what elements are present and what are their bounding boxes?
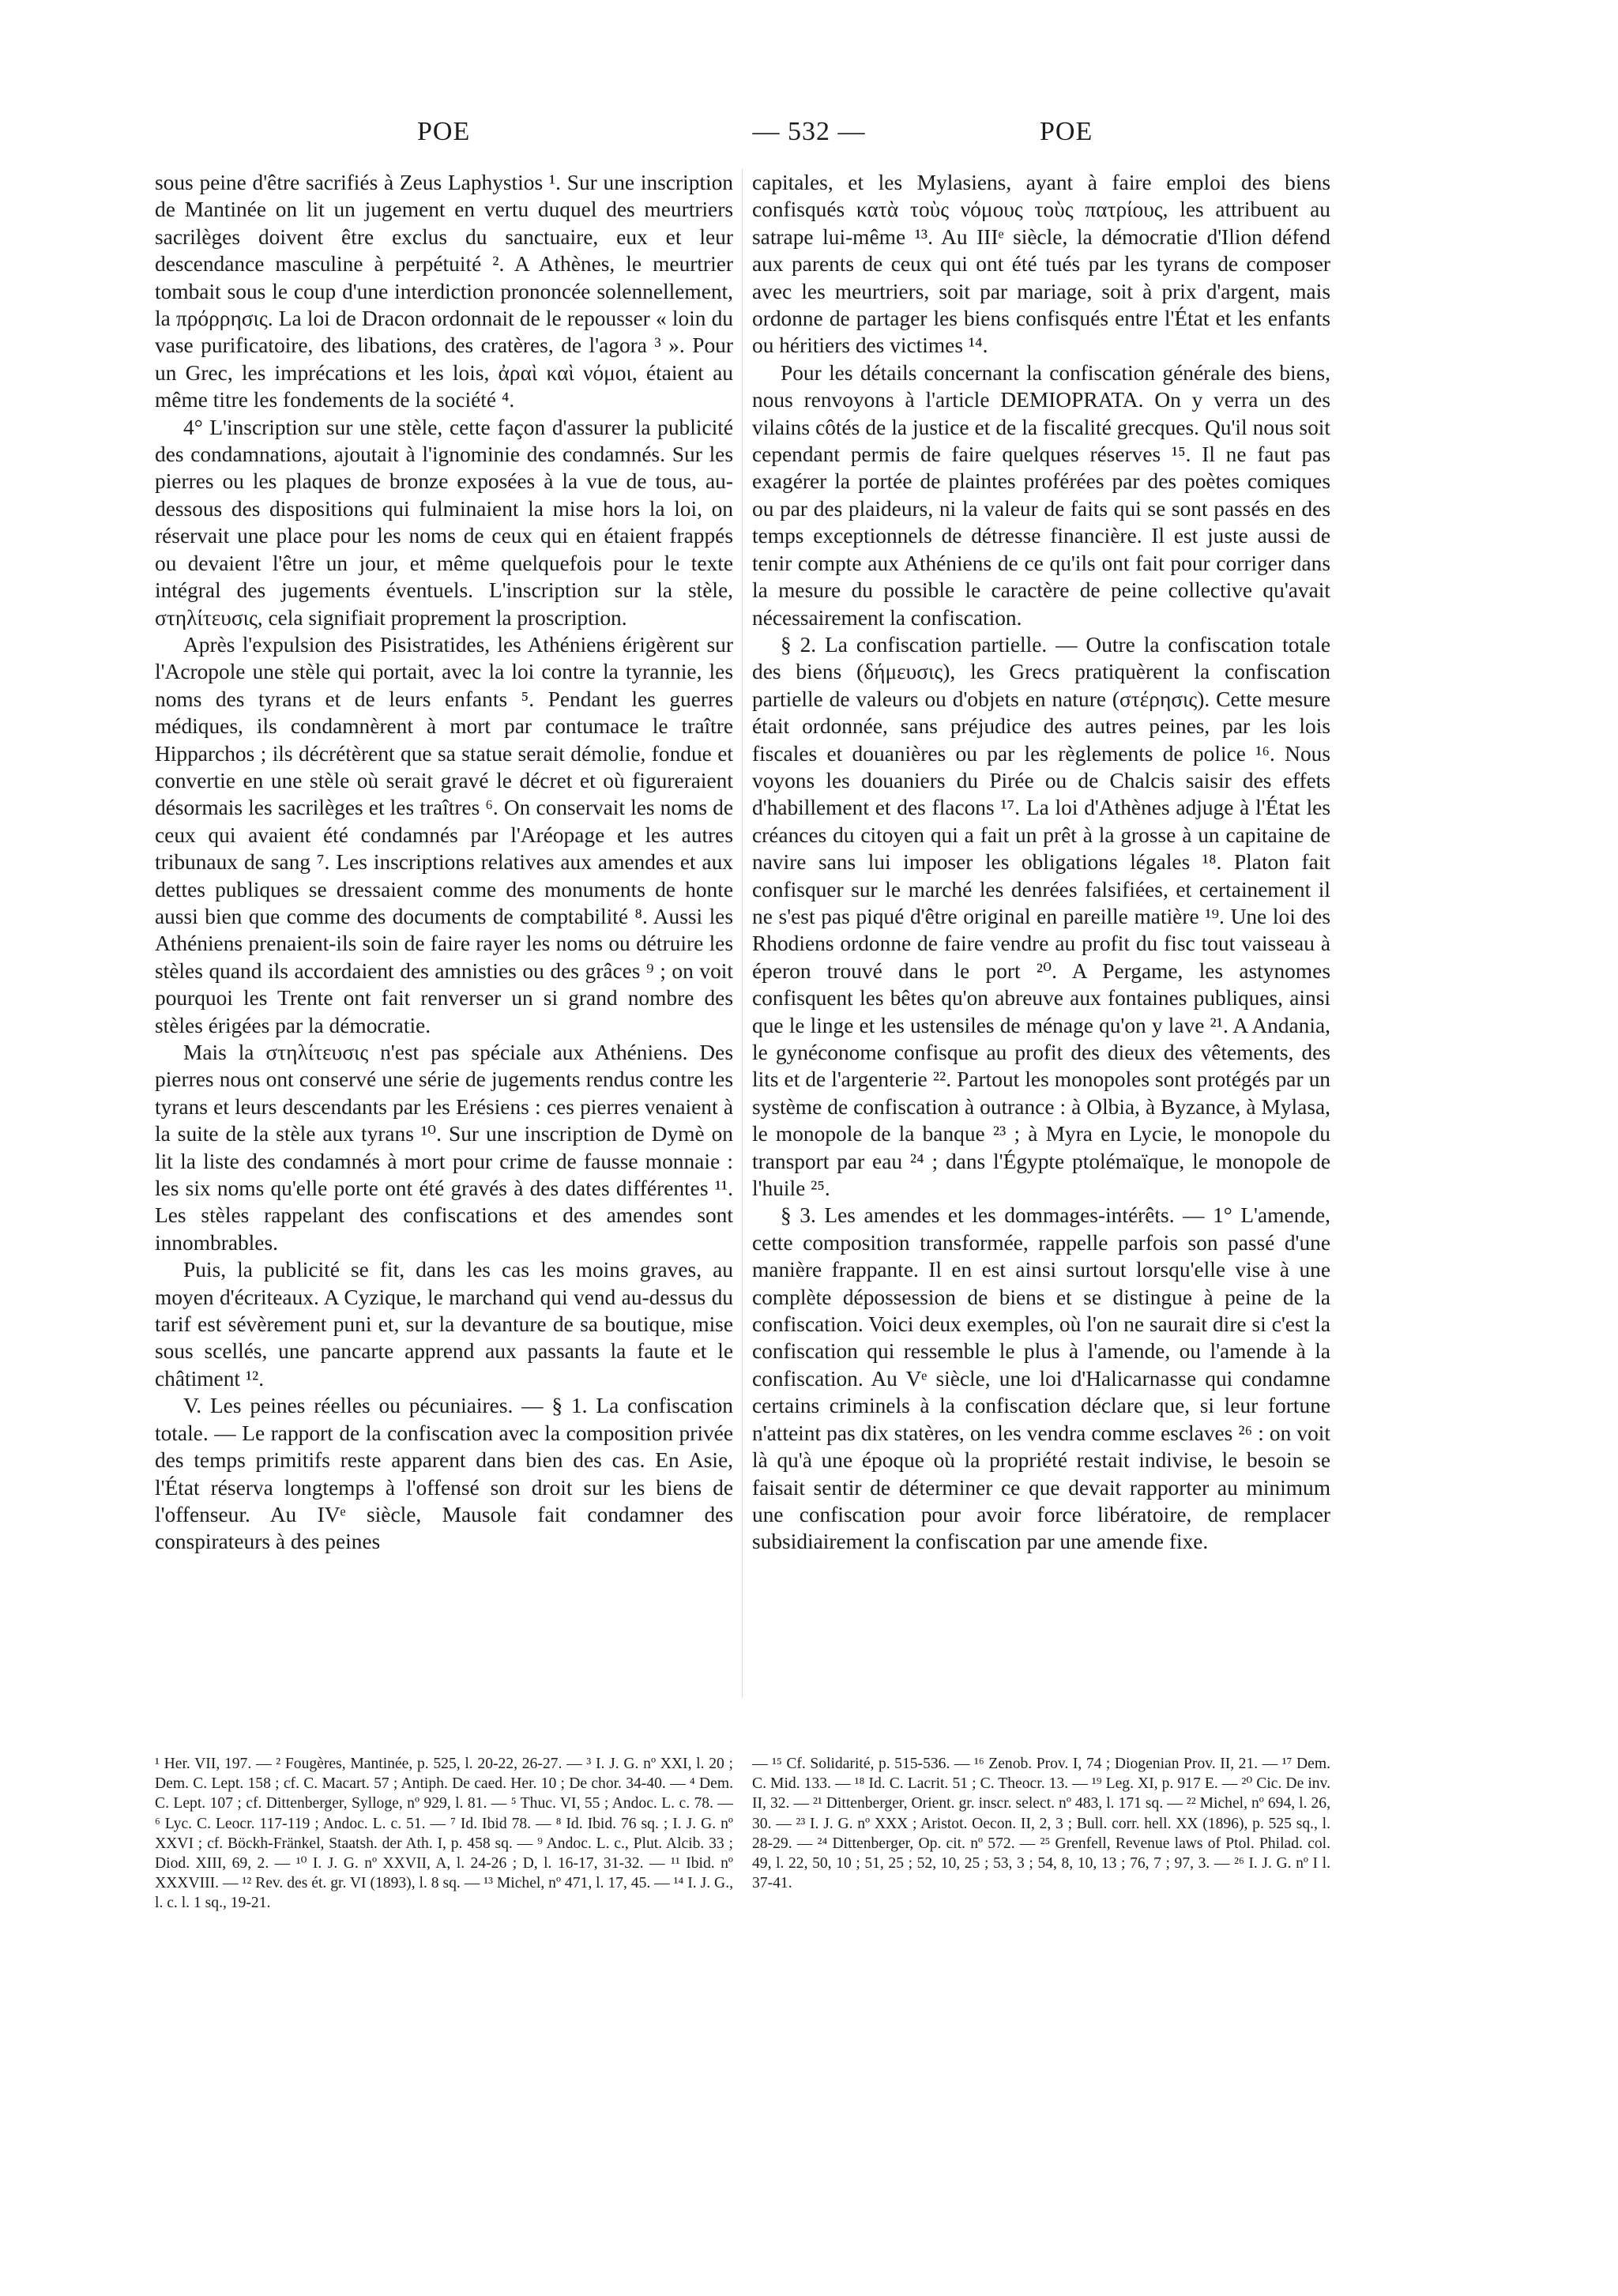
footnote-block: ¹ Her. VII, 197. — ² Fougères, Mantinée, p. 525, l. 20-22, 26-27. — ³ I. J. G. nº XXI, l. 20 ; Dem. C. Lept. 158 ; cf. C. Macart. 57 ; Antiph. De caed. Her. 10 ; De chor. 34-40. — ⁴ Dem. C. Lept. 107 ; cf. Dittenberger, Sylloge, nº 929, l. 81. — ⁵ Thuc. VI, 55 ; Andoc. L. c. 78. — ⁶ Lyc. C. Leocr. 117-119 ; Andoc. L. c. 51. — ⁷ Id. Ibid 78. — ⁸ Id. Ibid. 76 sq. ; I. J. G. nº XXVI ; cf. Böckh-Fränkel, Staatsh. der Ath. I, p. 458 sq. — ⁹ Andoc. L. c., Plut. Alcib. 33 ; Diod. XIII, 69, 2. — ¹⁰ I. J. G. nº XXVII, A, l. 24-26 ; D, l. 16-17, 31-32. — ¹¹ Ibid. nº XXXVIII. — ¹² Rev. des ét. gr. VI (1893), l. 8 sq. — ¹³ Michel, nº 471, l. 17, 45. — ¹⁴ I. J. G., l. c. l. 1 sq., 19-21. xyxy=(155,1756,733,1912)
header-right-title: POE xyxy=(1040,117,1093,146)
paragraph: Mais la στηλίτευσις n'est pas spéciale aux Athéniens. Des pierres nous ont conservé une série de jugements rendus contre les tyrans et leurs descendants par les Erésiens : ces pierres venaient à la suite de la stèle aux tyrans ¹⁰. Sur une inscription de Dymè on lit la liste des condamnés à mort pour crime de fausse monnaie : les six noms qu'elle porte ont été gravés à des dates différentes ¹¹. Les stèles rappelant des confiscations et des amendes sont innombrables. xyxy=(155,1041,733,1255)
section-paragraph: § 2. La confiscation partielle. — Outre la confiscation totale des biens (δήμευσις), les Grecs pratiquèrent la confiscation partielle de valeurs ou d'objets en nature (στέρησις). Cette mesure était ordonnée, sans préjudice des autres peines, par les lois fiscales et douanières ou par les règlements de police ¹⁶. Nous voyons les douaniers du Pirée ou de Chalcis saisir des effets d'habillement et des flacons ¹⁷. La loi d'Athènes adjuge à l'État les créances du citoyen qui a fait un prêt à la grosse à un capitaine de navire sans lui imposer les obligations légales ¹⁸. Platon fait confisquer sur le marché les denrées falsifiées, et certainement il ne s'est pas piqué d'être original en pareille matière ¹⁹. Une loi des Rhodiens ordonne de faire vendre au profit du fisc tout vaisseau à éperon trouvé dans le port ²⁰. A Pergame, les astynomes confisquent les bêtes qu'on abreuve aux fontaines publiques, ainsi que le linge et les ustensiles de ménage qu'on y lave ²¹. A Andania, le gynéconome confisque au profit des dieux des vêtements, des lits et de l'argenterie ²². Partout les monopoles sont protégés par un système de confiscation à outrance : à Olbia, à Byzance, à Mylasa, le monopole de la banque ²³ ; à Myra en Lycie, le monopole du transport par eau ²⁴ ; dans l'Égypte ptolémaïque, le monopole de l'huile ²⁵. xyxy=(752,632,1330,1201)
paragraph: Puis, la publicité se fit, dans les cas les moins graves, au moyen d'écriteaux. A Cyzique, le marchand qui vend au-dessus du tarif est sévèrement puni et, sur la devanture de sa boutique, mise sous scellés, une pancarte apprend aux passants la faute et le châtiment ¹². xyxy=(155,1258,733,1391)
paragraph: capitales, et les Mylasiens, ayant à faire emploi des biens confisqués κατὰ τοὺς νόμους τοὺς πατρίους, les attribuent au satrape lui-même ¹³. Au IIIᵉ siècle, la démocratie d'Ilion défend aux parents de ceux qui ont été tués par les tyrans de composer avec les meurtriers, soit par mariage, soit à prix d'argent, mais ordonne de partager les biens confisqués entre l'État et les enfants ou héritiers des victimes ¹⁴. xyxy=(752,171,1330,358)
footnotes-left xyxy=(155,1754,733,1914)
right-text-column xyxy=(752,169,1330,1556)
left-text-column xyxy=(155,169,733,1556)
paragraph: Après l'expulsion des Pisistratides, les Athéniens érigèrent sur l'Acropole une stèle qui portait, avec la loi contre la tyrannie, les noms des tyrans et de leurs enfants ⁵. Pendant les guerres médiques, ils condamnèrent à mort par contumace le traître Hipparchos ; ils décrétèrent que sa statue serait démolie, fondue et convertie en une stèle où serait gravé le décret et où figureraient désormais les sacrilèges et les traîtres ⁶. On conservait les noms de ceux qui avaient été condamnés par l'Aréopage et les autres tribunaux de sang ⁷. Les inscriptions relatives aux amendes et aux dettes publiques se dressaient comme des monuments de honte aussi bien que comme des documents de comptabilité ⁸. Aussi les Athéniens prenaient-ils soin de faire rayer les noms ou détruire les stèles quand ils accordaient des amnisties ou des grâces ⁹ ; on voit pourquoi les Trente ont fait renverser un si grand nombre des stèles érigées par la démocratie. xyxy=(155,632,733,1037)
section-paragraph: § 3. Les amendes et les dommages-intérêts. — 1° L'amende, cette composition transformée, rappelle parfois son passé d'une manière frappante. Il en est ainsi surtout lorsqu'elle vise à une complète dépossession de biens et se distingue à peine de la confiscation. Voici deux exemples, où l'on ne saurait dire si c'est la confiscation qui ressemble le plus à l'amende, ou l'amende à la confiscation. Au Vᵉ siècle, une loi d'Halicarnasse qui condamne certains criminels à la confiscation déclare que, si leur fortune n'atteint pas dix statères, on les vendra comme esclaves ²⁶ : on voit là qu'à une époque où la propriété restait indivise, le besoin se faisait sentir de déterminer ce que devait rapporter au minimum une confiscation pour avoir force libératoire, de remplacer subsidiairement la confiscation par une amende fixe. xyxy=(752,1203,1330,1554)
page-number: — 532 — xyxy=(752,117,866,146)
paragraph: sous peine d'être sacrifiés à Zeus Laphystios ¹. Sur une inscription de Mantinée on lit un jugement en vertu duquel des meurtriers sacrilèges doivent être exclus du sanctuaire, eux et leur descendance masculine à perpétuité ². A Athènes, le meurtrier tombait sous le coup d'une interdiction prononcée solennellement, la πρόρρησις. La loi de Dracon ordonnait de le repousser « loin du vase purificatoire, des libations, des cratères, de l'agora ³ ». Pour un Grec, les imprécations et les lois, ἀραὶ καὶ νόμοι, étaient au même titre les fondements de la société ⁴. xyxy=(155,171,733,412)
column-divider xyxy=(742,169,743,1698)
paragraph: 4° L'inscription sur une stèle, cette façon d'assurer la publicité des condamnations, ajoutait à l'ignominie des condamnés. Sur les pierres ou les plaques de bronze exposées à la vue de tous, au-dessous des dispositions qui fulminaient la mise hors la loi, on réservait une place pour les noms de ceux qui en étaient frappés ou devaient l'être un jour, et même quelquefois pour le texte intégral des jugements éventuels. L'inscription sur la stèle, στηλίτευσις, cela signifiait proprement la proscription. xyxy=(155,415,733,630)
running-header xyxy=(0,117,1618,156)
paragraph: Pour les détails concernant la confiscation générale des biens, nous renvoyons à l'article DEMIOPRATA. On y verra un des vilains côtés de la justice et de la fiscalité grecques. Qu'il nous soit cependant permis de faire quelques réserves ¹⁵. Il ne faut pas exagérer la portée de plaintes proférées par des poètes comiques ou par des plaideurs, ni la valeur de faits qui se sont passés en des temps exceptionnels de détresse financière. Il est juste aussi de tenir compte aux Athéniens de ce qu'ils ont fait pour corriger dans la mesure du possible le caractère de peine collective qu'avait nécessairement la confiscation. xyxy=(752,360,1330,630)
footnote-block: — ¹⁵ Cf. Solidarité, p. 515-536. — ¹⁶ Zenob. Prov. I, 74 ; Diogenian Prov. II, 21. — ¹⁷ Dem. C. Mid. 133. — ¹⁸ Id. C. Lacrit. 51 ; C. Theocr. 13. — ¹⁹ Leg. XI, p. 917 E. — ²⁰ Cic. De inv. II, 32. — ²¹ Dittenberger, Orient. gr. inscr. select. nº 483, l. 171 sq. — ²² Michel, nº 694, l. 26, 30. — ²³ I. J. G. nº XXX ; Aristot. Oecon. II, 2, 3 ; Bull. corr. hell. XX (1896), p. 525 sq., l. 28-29. — ²⁴ Dittenberger, Op. cit. nº 572. — ²⁵ Grenfell, Revenue laws of Ptol. Philad. col. 49, l. 22, 50, 10 ; 51, 25 ; 52, 10, 25 ; 53, 3 ; 54, 8, 10, 13 ; 76, 7 ; 97, 3. — ²⁶ I. J. G. nº I l. 37-41. xyxy=(752,1756,1330,1892)
section-heading-paragraph: V. Les peines réelles ou pécuniaires. — § 1. La confiscation totale. — Le rapport de la confiscation avec la composition privée des temps primitifs reste apparent dans bien des cas. En Asie, l'État réserva longtemps à l'offensé son droit sur les biens de l'offenseur. Au IVᵉ siècle, Mausole fait condamner des conspirateurs à des peines xyxy=(155,1394,733,1554)
header-left-title: POE xyxy=(417,117,471,146)
footnotes-right xyxy=(752,1754,1330,1893)
